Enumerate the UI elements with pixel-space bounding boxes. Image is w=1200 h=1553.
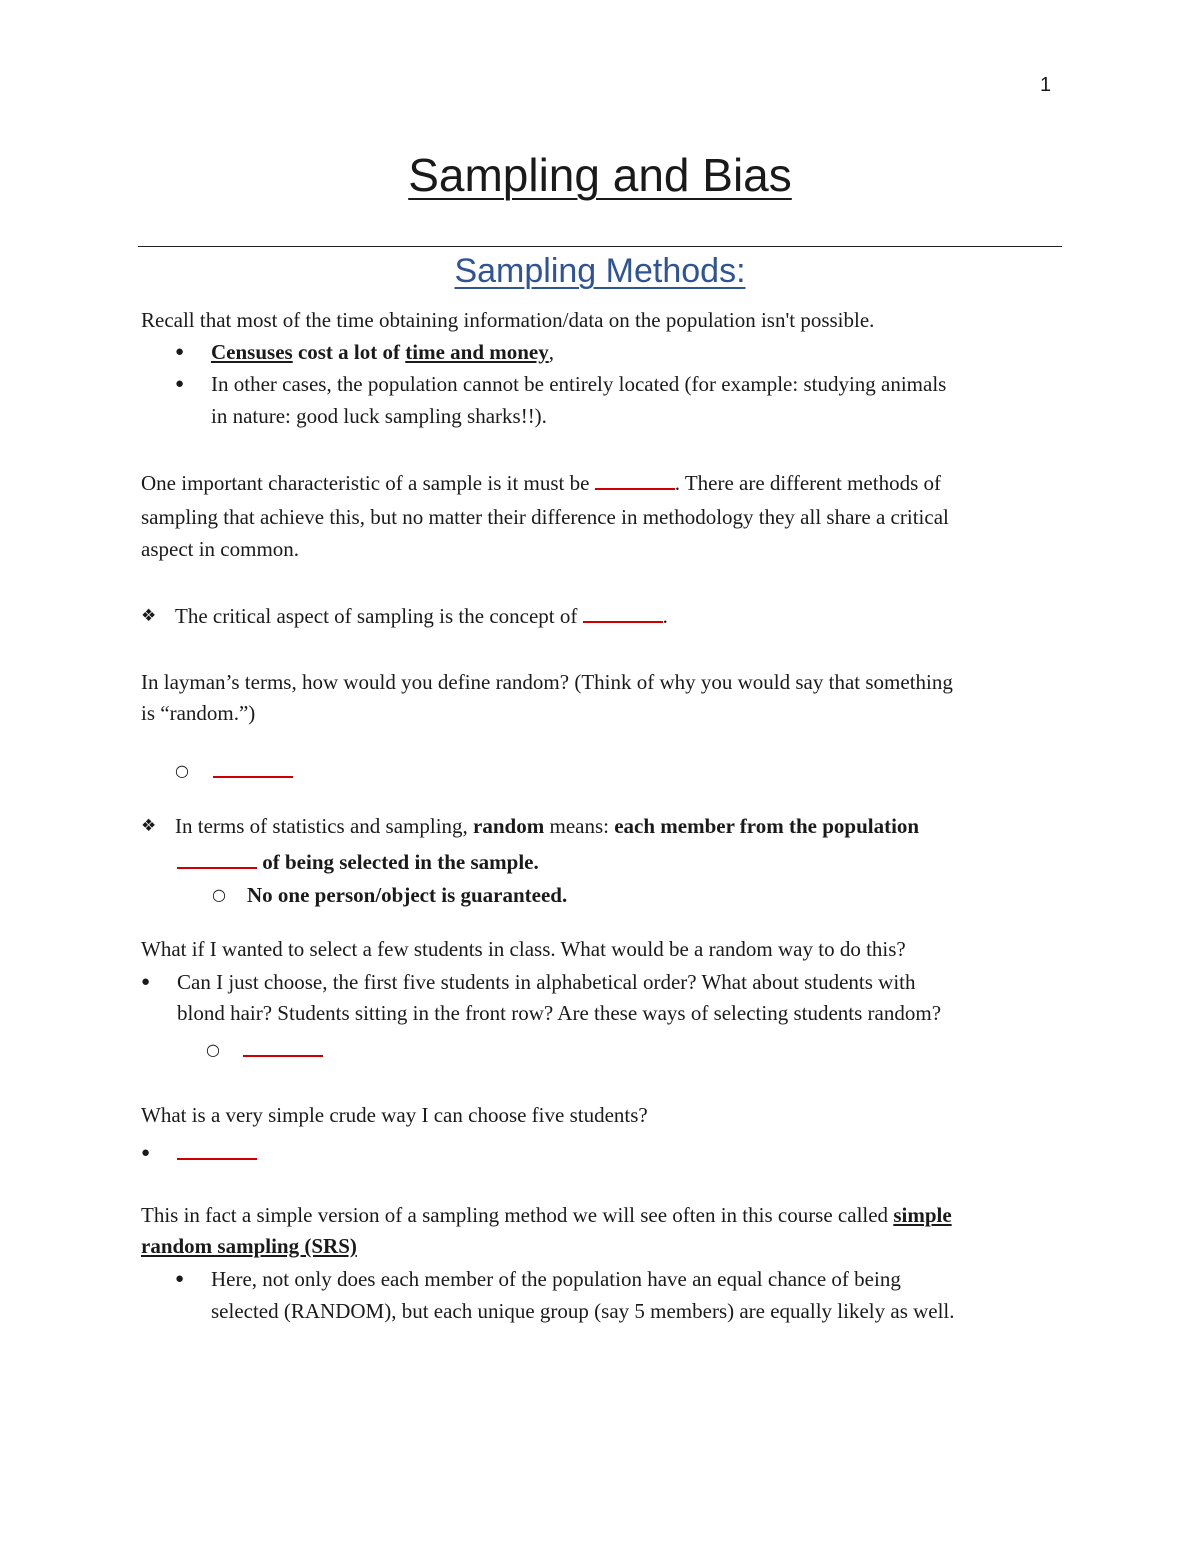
characteristic-line2: sampling that achieve this, but no matter their difference in methodology they all share a critical bbox=[141, 505, 949, 529]
srs-term-b: random sampling (SRS) bbox=[141, 1234, 357, 1258]
random-definition-line1 bbox=[175, 810, 919, 842]
layman-line1: In layman’s terms, how would you define random? (Think of why you would say that something bbox=[141, 670, 953, 694]
page-number: 1 bbox=[1040, 74, 1052, 96]
guaranteed-note bbox=[247, 879, 567, 911]
characteristic-text-b: . There are different methods of bbox=[674, 471, 941, 495]
hollow-bullet-icon: ○ bbox=[212, 885, 226, 904]
random-def-a: In terms of statistics and sampling, bbox=[175, 814, 474, 838]
fill-in-blank[interactable] bbox=[177, 1138, 257, 1160]
random-def-c: means: bbox=[544, 814, 615, 838]
layman-line2: is “random.”) bbox=[141, 701, 256, 725]
characteristic-line3: aspect in common. bbox=[141, 537, 300, 561]
diamond-bullet-icon: ❖ bbox=[141, 606, 157, 626]
srs-line1 bbox=[141, 1199, 952, 1231]
bullet-censuses bbox=[211, 336, 554, 368]
random-term: random bbox=[473, 814, 545, 838]
students-bullet-line1: Can I just choose, the first five students in alphabetical order? What about students with bbox=[177, 970, 916, 994]
students-bullet-line2: blond hair? Students sitting in the front row? Are these ways of selecting students random? bbox=[177, 1001, 942, 1025]
fill-in-blank[interactable] bbox=[213, 756, 293, 778]
hollow-bullet-icon: ○ bbox=[175, 761, 189, 780]
bullet-icon: ● bbox=[175, 376, 185, 392]
srs-bullet-line1: Here, not only does each member of the population have an equal chance of being bbox=[211, 1267, 901, 1291]
critical-aspect bbox=[175, 600, 668, 632]
critical-text: The critical aspect of sampling is the concept of bbox=[175, 604, 583, 628]
horizontal-divider bbox=[138, 246, 1062, 247]
fill-in-blank[interactable] bbox=[595, 468, 675, 490]
layman-answer bbox=[213, 755, 293, 787]
srs-term-a: simple bbox=[893, 1203, 952, 1227]
fill-in-blank[interactable] bbox=[177, 847, 257, 869]
srs-text-a: This in fact a simple version of a sampling method we will see often in this course called bbox=[141, 1203, 894, 1227]
bullet-icon: ● bbox=[175, 344, 185, 360]
characteristic-line1 bbox=[141, 467, 941, 499]
characteristic-text-a: One important characteristic of a sample is it must be bbox=[141, 471, 595, 495]
critical-end: . bbox=[662, 604, 668, 628]
random-def-d: each member from the population bbox=[614, 814, 920, 838]
random-definition-line2 bbox=[177, 846, 539, 878]
section-heading: Sampling Methods: bbox=[454, 252, 746, 290]
diamond-bullet-icon: ❖ bbox=[141, 816, 157, 836]
srs-line2 bbox=[141, 1230, 357, 1262]
hollow-bullet-icon: ○ bbox=[206, 1040, 220, 1059]
students-answer bbox=[243, 1034, 323, 1066]
students-question: What if I wanted to select a few students in class. What would be a random way to do this? bbox=[141, 937, 906, 961]
bullet-other-cases-line1: In other cases, the population cannot be entirely located (for example: studying animals bbox=[211, 372, 947, 396]
srs-bullet-line2: selected (RANDOM), but each unique group (say 5 members) are equally likely as well. bbox=[211, 1299, 955, 1323]
bullet-icon: ● bbox=[175, 1271, 185, 1287]
comma: , bbox=[548, 340, 554, 364]
time-money-term: time and money bbox=[405, 340, 549, 364]
cost-text: cost a lot of bbox=[292, 340, 406, 364]
intro-text: Recall that most of the time obtaining information/data on the population isn't possible. bbox=[141, 308, 875, 332]
bullet-other-cases-line2: in nature: good luck sampling sharks!!). bbox=[211, 404, 547, 428]
page-title: Sampling and Bias bbox=[408, 149, 792, 201]
bullet-icon: ● bbox=[141, 1145, 151, 1161]
random-def-line2-text: of being selected in the sample. bbox=[257, 850, 539, 874]
fill-in-blank[interactable] bbox=[583, 601, 663, 623]
crude-question: What is a very simple crude way I can choose five students? bbox=[141, 1103, 648, 1127]
guaranteed-text: No one person/object is guaranteed. bbox=[247, 883, 568, 907]
censuses-term: Censuses bbox=[211, 340, 293, 364]
crude-answer bbox=[177, 1137, 257, 1169]
fill-in-blank[interactable] bbox=[243, 1035, 323, 1057]
bullet-icon: ● bbox=[141, 974, 151, 990]
